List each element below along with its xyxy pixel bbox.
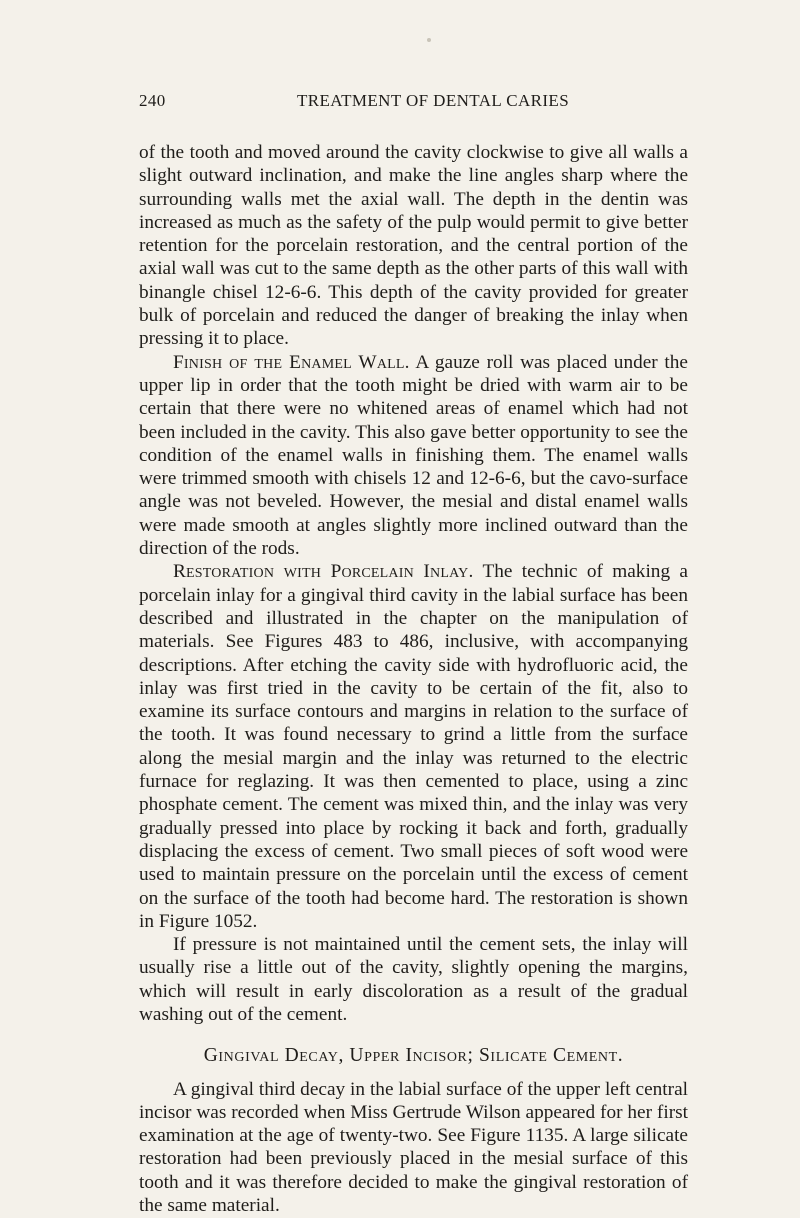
page-number: 240 bbox=[139, 91, 166, 110]
paragraph-gingival-decay: A gingival third decay in the labial surface of the upper left central incisor was recorded when Miss Gertrude Wilson appeared for her first examination at the age of twenty-two. See Figure 1135. A large silicate restoration had been previously placed in the mesial surface of this tooth and it was therefore decided to make the gingival restoration of the same material. bbox=[139, 1078, 688, 1217]
paragraph-body: A gauze roll was placed under the upper lip in order that the tooth might be dried with warm air to be certain that there were no whitened areas of enamel which had not been included in the cavity. This also gave better opportunity to see the condition of the enamel walls in finishing them. The enamel walls were trimmed smooth with chisels 12 and 12-6-6, but the cavo-surface angle was not beveled. However, the mesial and distal enamel walls were made smooth at angles slightly more inclined outward than the direction of the rods. bbox=[139, 351, 688, 560]
body-text bbox=[139, 141, 688, 1217]
paragraph-finish-enamel-wall bbox=[139, 351, 688, 561]
paragraph-continued: of the tooth and moved around the cavity clockwise to give all walls a slight outward inclination, and make the line angles sharp where the surrounding walls met the axial wall. The depth in the dentin was increased as much as the safety of the pulp would permit to give better retention for the porcelain restoration, and the central portion of the axial wall was cut to the same depth as the other parts of this wall with binangle chisel 12-6-6. This depth of the cavity provided for greater bulk of porcelain and reduced the danger of breaking the inlay when pressing it to place. bbox=[139, 142, 688, 350]
paragraph-body: The technic of making a porcelain inlay for a gingival third cavity in the labial surface has been described and illustrated in the chapter on the manipulation of materials. See Figures 483 to 486, inclusive, with accompanying descriptions. After etching the cavity side with hydrofluoric acid, the inlay was first tried in the cavity to be certain of the fit, also to examine its surface contours and margins in relation to the surface of the tooth. It was found necessary to grind a little from the surface along the mesial margin and the inlay was returned to the electric furnace for reglazing. It was then cemented to place, using a zinc phosphate cement. The cement was mixed thin, and the inlay was very gradually pressed into place by rocking it back and forth, gradually displacing the excess of cement. Two small pieces of soft wood were used to maintain pressure on the porcelain until the excess of cement on the surface of the tooth had become hard. The restoration is shown in Figure 1052. bbox=[139, 561, 688, 932]
running-head bbox=[139, 91, 687, 115]
print-speck bbox=[427, 38, 431, 42]
section-heading: Gingival Decay, Upper Incisor; Silicate Cement. bbox=[203, 1045, 624, 1067]
paragraph-lead-heading: Restoration with Porcelain Inlay. bbox=[173, 561, 474, 583]
running-title: TREATMENT OF DENTAL CARIES bbox=[297, 91, 570, 110]
paragraph-pressure-note: If pressure is not maintained until the cement sets, the inlay will usually rise a little out of the cavity, slightly opening the margins, which will result in early discoloration as a result of the gradual washing out of the cement. bbox=[139, 934, 688, 1025]
paragraph-lead-heading: Finish of the Enamel Wall. bbox=[173, 351, 410, 373]
paragraph-porcelain-inlay bbox=[139, 560, 688, 933]
